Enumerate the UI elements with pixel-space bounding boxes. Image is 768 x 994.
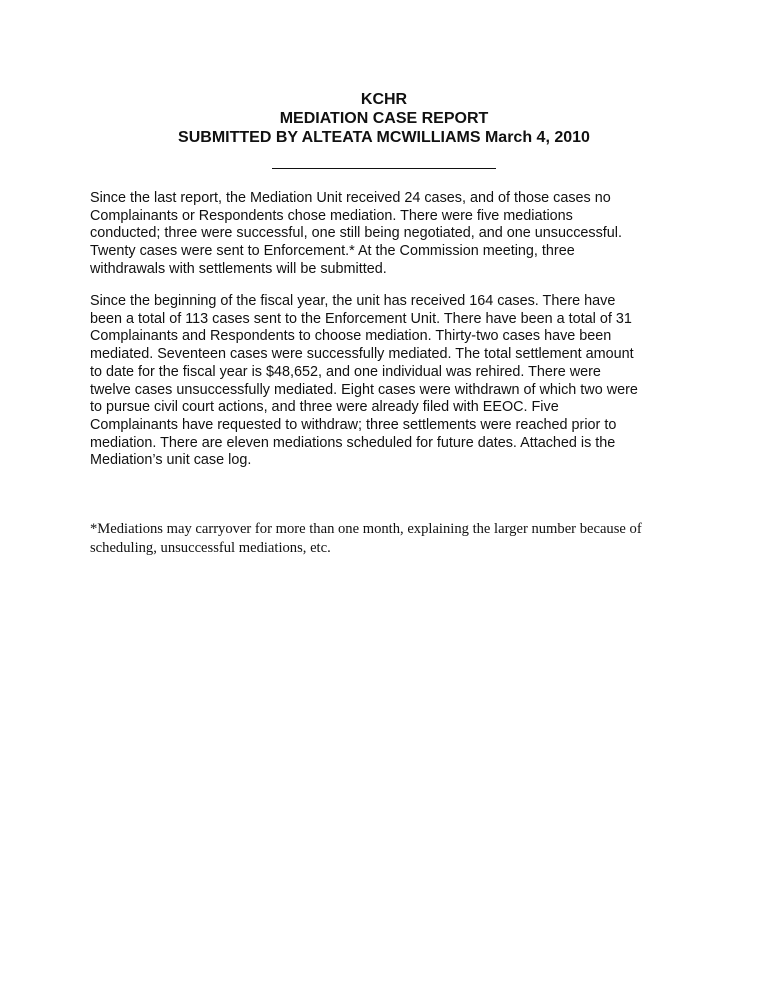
paragraph-fiscal-year-summary — [90, 293, 690, 470]
text-line: twelve cases unsuccessfully mediated. Eight cases were withdrawn of which two were — [90, 381, 638, 398]
paragraph-monthly-summary — [90, 190, 690, 279]
text-line: Since the last report, the Mediation Unit received 24 cases, and of those cases no — [90, 190, 611, 206]
submitted-by-line: SUBMITTED BY ALTEATA MCWILLIAMS March 4, 2010 — [178, 129, 590, 146]
text-line: to pursue civil court actions, and three were already filed with EEOC. Five — [90, 399, 559, 416]
text-line: conducted; three were successful, one still being negotiated, and one unsuccessful. — [90, 225, 622, 242]
text-line: to date for the fiscal year is $48,652, and one individual was rehired. There were — [90, 363, 601, 380]
footnote-line: scheduling, unsuccessful mediations, etc. — [90, 540, 331, 556]
header-underline — [272, 168, 496, 169]
text-line: withdrawals with settlements will be submitted. — [90, 260, 387, 277]
text-line: been a total of 113 cases sent to the Enforcement Unit. There have been a total of 31 — [90, 310, 632, 327]
text-line: Complainants or Respondents chose mediation. There were five mediations — [90, 207, 573, 224]
text-line: Since the beginning of the fiscal year, the unit has received 164 cases. There have — [90, 293, 616, 309]
text-line: mediated. Seventeen cases were successfully mediated. The total settlement amount — [90, 346, 634, 363]
text-line: mediation. There are eleven mediations scheduled for future dates. Attached is the — [90, 434, 616, 451]
text-line: Mediation’s unit case log. — [90, 452, 252, 469]
footnote-line: *Mediations may carryover for more than one month, explaining the larger number because of — [90, 521, 642, 537]
report-title: MEDIATION CASE REPORT — [279, 110, 489, 127]
report-header — [0, 90, 768, 147]
text-line: Complainants have requested to withdraw; three settlements were reached prior to — [90, 416, 617, 433]
org-name: KCHR — [360, 91, 408, 108]
text-line: Twenty cases were sent to Enforcement.* At the Commission meeting, three — [90, 243, 575, 260]
text-line: Complainants and Respondents to choose mediation. Thirty-two cases have been — [90, 328, 612, 345]
footnote — [90, 520, 690, 558]
